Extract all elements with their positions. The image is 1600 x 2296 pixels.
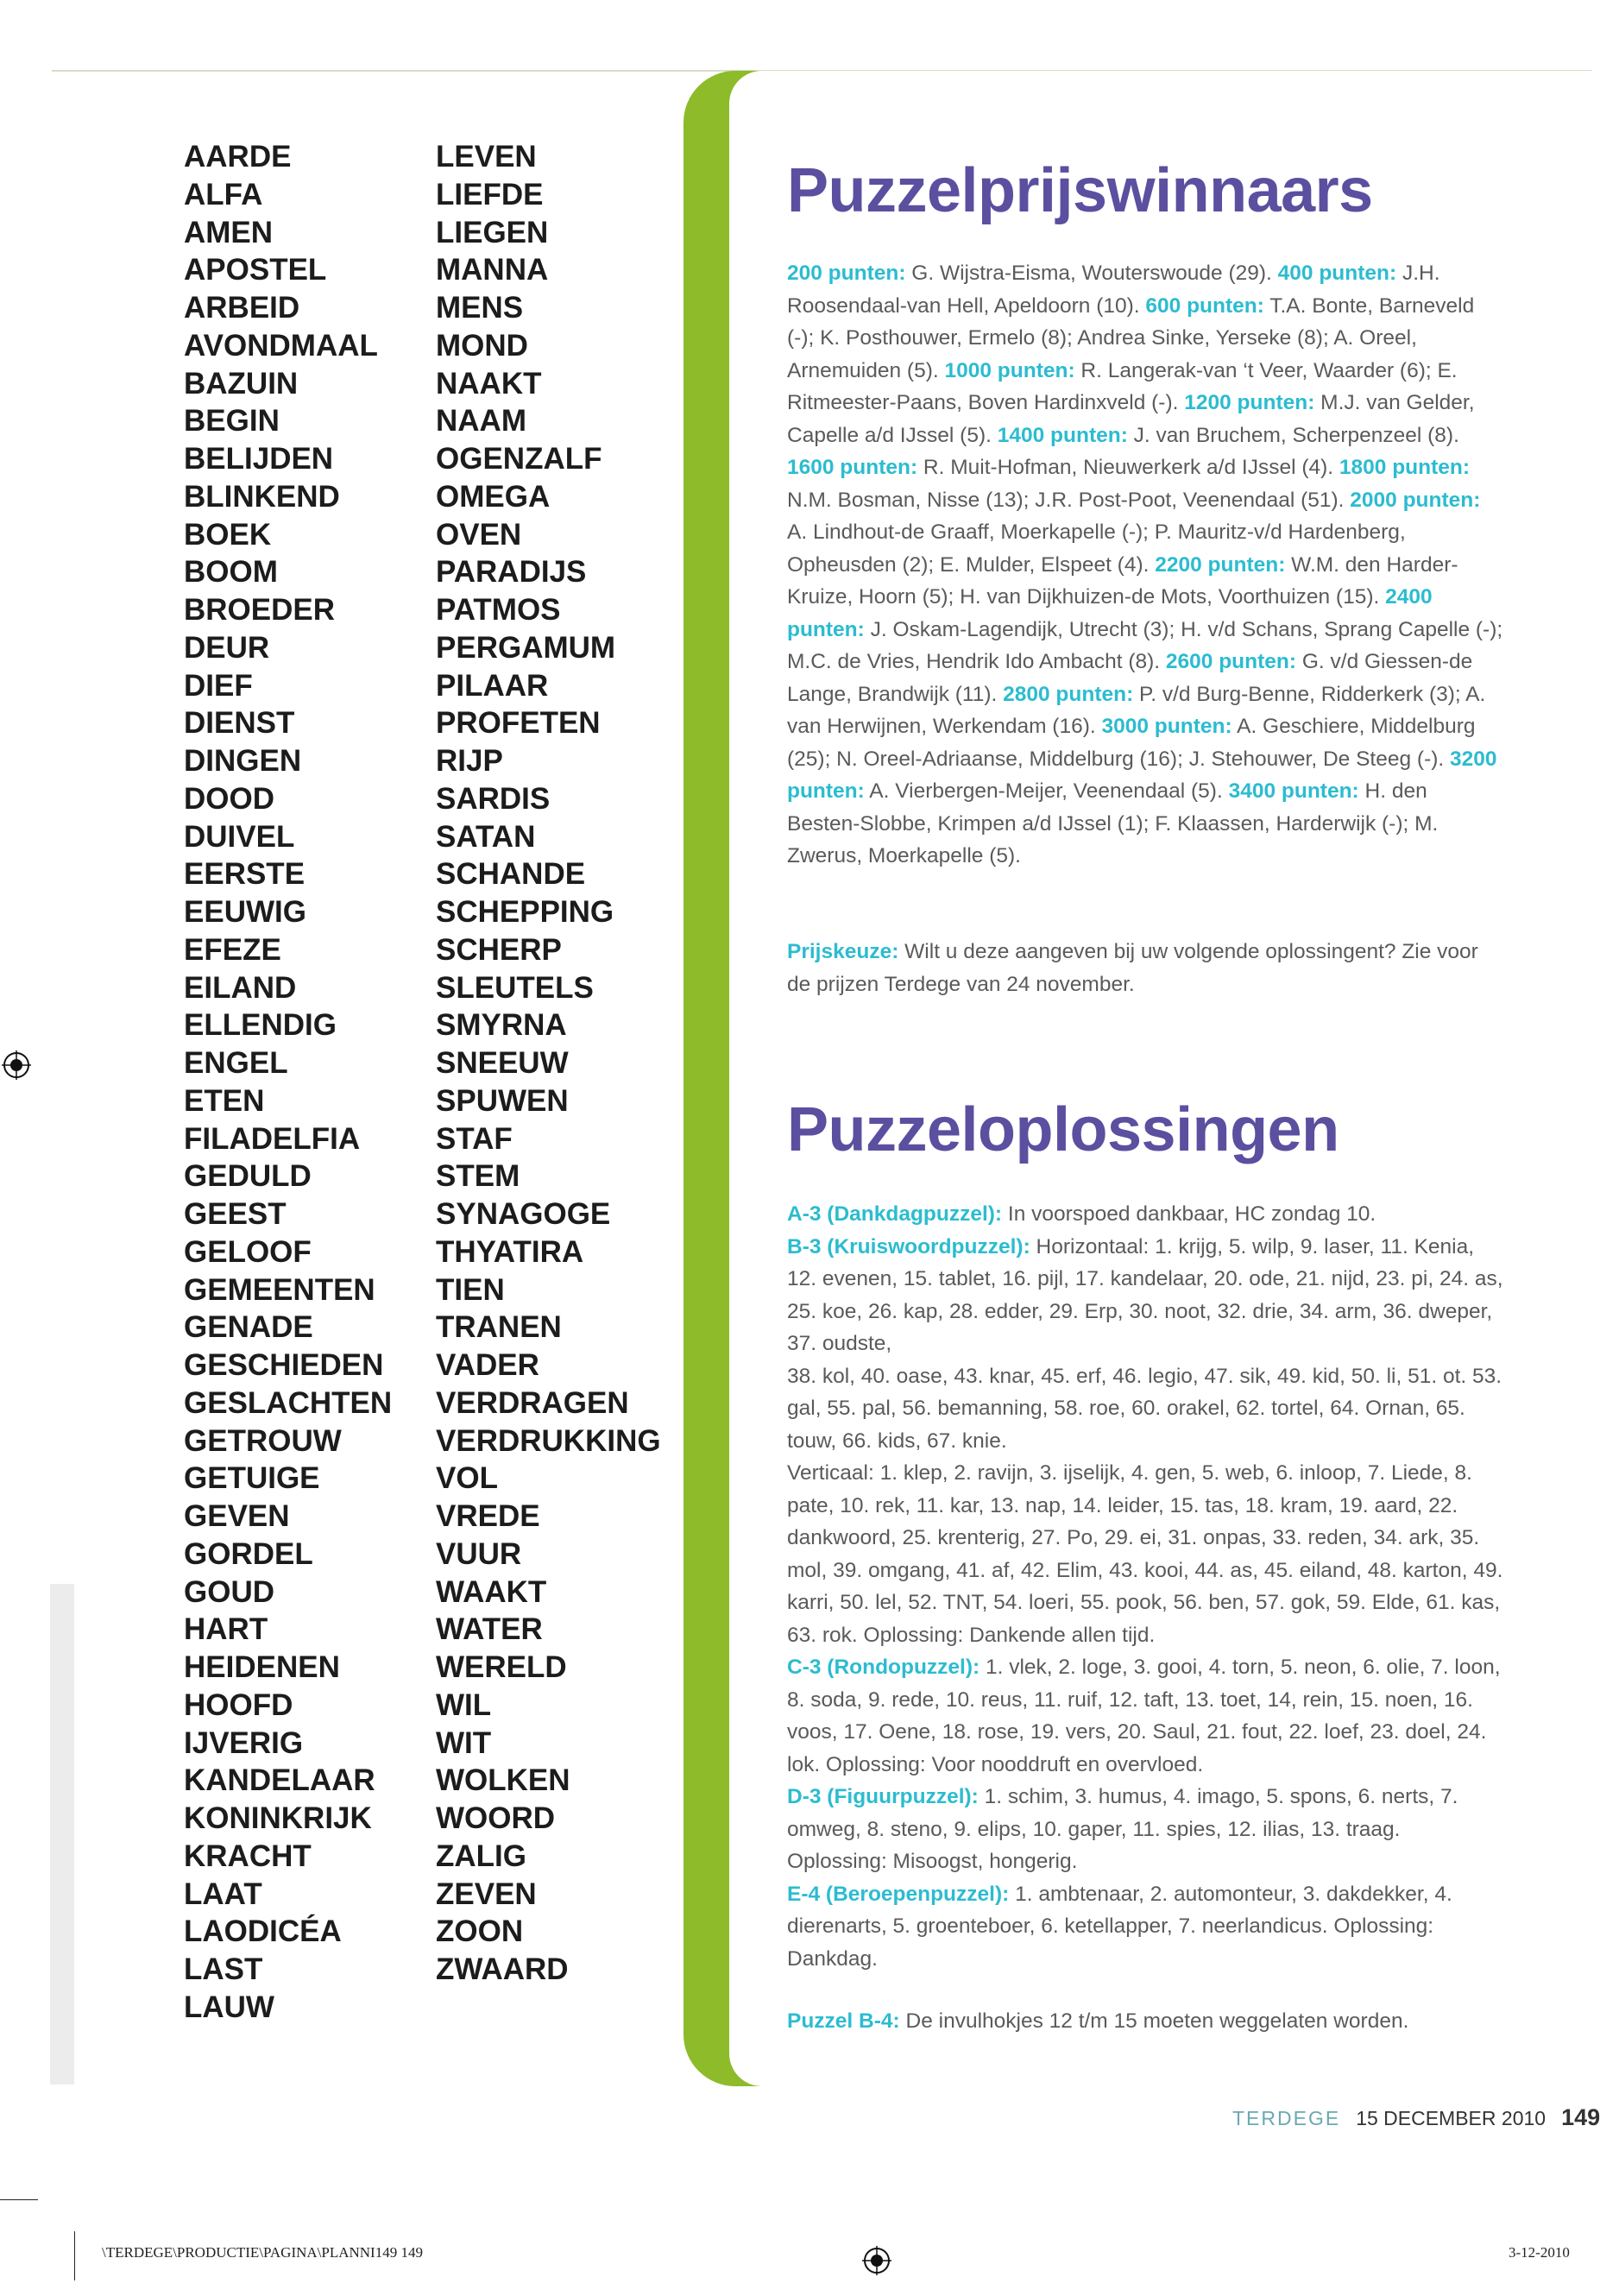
word-list-item: ZWAARD xyxy=(436,1952,569,1986)
word-list-item: OMEGA xyxy=(436,479,551,514)
word-list-item: SNEEUW xyxy=(436,1046,569,1080)
word-list-item: NAAKT xyxy=(436,366,542,401)
word-list-item: SCHERP xyxy=(436,932,562,967)
winners-points-label: 3200 punten: xyxy=(787,747,1497,803)
word-list-item: GESLACHTEN xyxy=(184,1385,393,1420)
word-list-item: THYATIRA xyxy=(436,1234,584,1269)
winners-names: W.M. den Harder-Kruize, Hoorn (5); H. van Dijkhuizen-de Mots, Voorthuizen (15). xyxy=(787,552,1458,609)
word-list-item: GETUIGE xyxy=(184,1461,320,1496)
word-list-item: ALFA xyxy=(184,177,263,211)
solution-b3-continued: 38. kol, 40. oase, 43. knar, 45. erf, 46. legio, 47. sik, 49. kid, 50. li, 51. ot. 53. gal, 55. pal, 56. bemanning, 58. roe, 60. orakel, 62. tortel, 64. Ornan, 65. touw, 66. kids, 67. knie. xyxy=(787,1364,1502,1453)
word-list-item: WATER xyxy=(436,1612,543,1647)
word-list-item: PILAAR xyxy=(436,668,549,703)
word-list-item: KANDELAAR xyxy=(184,1763,375,1798)
word-list-item: STAF xyxy=(436,1121,513,1156)
crop-mark-horizontal xyxy=(0,2199,38,2200)
word-list-item: GENADE xyxy=(184,1310,313,1345)
word-list-item: WIL xyxy=(436,1687,492,1722)
winners-points-label: 1200 punten: xyxy=(1184,391,1315,414)
puzzle-b4-label: Puzzel B-4: xyxy=(787,2009,900,2033)
word-list-item: LIEGEN xyxy=(436,215,549,249)
winners-points-label: 2600 punten: xyxy=(1165,650,1297,673)
winners-names: R. Langerak-van ‘t Veer, Waarder (6); E. Ritmeester-Paans, Boven Hardinxveld (-). xyxy=(787,358,1458,414)
word-list-item: NAAM xyxy=(436,404,526,438)
winners-names: T.A. Bonte, Barneveld (-); K. Posthouwer, Ermelo (8); Andrea Sinke, Yerseke (8); A. Oreel, Arnemuiden (5). xyxy=(787,293,1475,382)
solutions-text xyxy=(787,1198,1503,1975)
winners-names: N.M. Bosman, Nisse (13); J.R. Post-Poot, Veenendaal (51). xyxy=(787,488,1351,512)
winners-points-label: 2800 punten: xyxy=(1003,682,1134,706)
page-footer xyxy=(1232,2104,1600,2131)
word-list-item: ZALIG xyxy=(436,1839,526,1873)
solution-b3-horizontal: Horizontaal: 1. krijg, 5. wilp, 9. laser, 11. Kenia, 12. evenen, 15. tablet, 16. pijl, 17. kandelaar, 20. ode, 21. nijd, 23. pi, 24. as, 25. koe, 26. kap, 28. edder, 29. Erp, 30. noot, 32. drie, 34. arm, 36. dweper, 37. oudste, xyxy=(787,1234,1503,1355)
print-slug-path: \TERDEGE\PRODUCTIE\PAGINA\PLANNI149 149 xyxy=(102,2244,423,2261)
word-list-item: SMYRNA xyxy=(436,1008,567,1043)
winners-names: R. Muit-Hofman, Nieuwerkerk a/d IJssel (4). xyxy=(917,456,1339,479)
solution-b3-label: B-3 (Kruiswoordpuzzel): xyxy=(787,1234,1030,1258)
word-list-item: SPUWEN xyxy=(436,1083,569,1118)
word-list-item: EILAND xyxy=(184,970,297,1005)
word-list-item: PATMOS xyxy=(436,593,561,627)
winners-names: P. v/d Burg-Benne, Ridderkerk (3); A. van Herwijnen, Werkendam (16). xyxy=(787,682,1486,738)
word-list-item: KONINKRIJK xyxy=(184,1801,372,1835)
solution-e4-label: E-4 (Beroepenpuzzel): xyxy=(787,1882,1010,1906)
word-list-item: BOEK xyxy=(184,517,272,552)
word-list-item: GETROUW xyxy=(184,1423,342,1458)
word-list-item: LAUW xyxy=(184,1990,274,2024)
winners-names: A. Vierbergen-Meijer, Veenendaal (5). xyxy=(864,779,1229,803)
word-list-item: LAST xyxy=(184,1952,263,1986)
puzzle-b4-text: De invulhokjes 12 t/m 15 moeten weggelaten worden. xyxy=(899,2009,1409,2033)
solution-b3-vertical: Verticaal: 1. klep, 2. ravijn, 3. ijselijk, 4. gen, 5. web, 6. inloop, 7. Liede, 8. pate, 10. rek, 11. kar, 13. nap, 14. leider, 15. tas, 18. kram, 19. aard, 22. dankwoord, 25. krenterig, 27. Po, 29. ei, 31. onpas, 33. reden, 34. ark, 35. mol, 39. omgang, 41. af, 42. Elim, 43. kooi, 44. as, 45. eiland, 48. karton, 49. karri, 50. lel, 52. TNT, 54. loeri, 55. pook, 56. ben, 57. gok, 59. Elde, 61. kas, 63. rok. Oplossing: Dankende allen tijd. xyxy=(787,1461,1503,1647)
solution-e4-text: 1. ambtenaar, 2. automonteur, 3. dakdekker, 4. dierenarts, 5. groenteboer, 6. ketellapper, 7. neerlandicus. Oplossing: Dankdag. xyxy=(787,1882,1452,1971)
word-list-item: WOLKEN xyxy=(436,1763,570,1798)
word-list-item: ARBEID xyxy=(184,291,300,325)
word-list-item: GESCHIEDEN xyxy=(184,1348,384,1382)
winners-points-label: 1800 punten: xyxy=(1339,456,1471,479)
word-list-item: VADER xyxy=(436,1348,539,1382)
winners-names: M.J. van Gelder, Capelle a/d IJssel (5). xyxy=(787,391,1475,447)
word-list-item: LEVEN xyxy=(436,140,537,173)
winners-points-label: 600 punten: xyxy=(1145,293,1264,318)
solution-a3-label: A-3 (Dankdagpuzzel): xyxy=(787,1202,1003,1226)
winners-points-label: 200 punten: xyxy=(787,262,906,285)
crop-mark-vertical xyxy=(74,2231,75,2280)
winners-points-label: 400 punten: xyxy=(1277,262,1397,285)
prize-choice-text: Wilt u deze aangeven bij uw volgende oplossingent? Zie voor de prijzen Terdege van 24 november. xyxy=(787,940,1478,996)
word-list-item: PERGAMUM xyxy=(436,630,616,665)
word-list-item: BEGIN xyxy=(184,404,280,438)
word-list-item: ZOON xyxy=(436,1914,524,1949)
word-list-item: GOUD xyxy=(184,1574,274,1609)
winners-points-label: 1400 punten: xyxy=(997,423,1128,447)
word-list-item: ETEN xyxy=(184,1083,265,1118)
winners-names: A. Geschiere, Middelburg (25); N. Oreel-Adriaanse, Middelburg (16); J. Stehouwer, De Steeg (-). xyxy=(787,715,1476,771)
word-list-column-2 xyxy=(436,138,661,1989)
word-list-item: GEVEN xyxy=(184,1499,290,1533)
word-list-item: DUIVEL xyxy=(184,819,295,854)
word-list-item: ELLENDIG xyxy=(184,1008,337,1043)
registration-mark-icon xyxy=(2,1050,31,1080)
word-list-item: LAAT xyxy=(184,1877,262,1911)
word-list-item: MOND xyxy=(436,328,528,363)
solution-d3 xyxy=(787,1781,1503,1878)
word-list-item: SCHANDE xyxy=(436,857,586,892)
word-list-item: LAODICÉA xyxy=(184,1914,342,1949)
word-list-item: VUUR xyxy=(436,1536,522,1571)
word-list-item: WERELD xyxy=(436,1650,567,1684)
winners-points-label: 2200 punten: xyxy=(1155,552,1286,577)
word-list-item: OVEN xyxy=(436,517,522,552)
winners-heading: Puzzelprijswinnaars xyxy=(787,156,1373,225)
solution-a3 xyxy=(787,1198,1503,1231)
solution-a3-text: In voorspoed dankbaar, HC zondag 10. xyxy=(1002,1202,1376,1226)
word-list-item: VOL xyxy=(436,1461,498,1496)
word-list-item: IJVERIG xyxy=(184,1725,304,1760)
solution-b3 xyxy=(787,1231,1503,1360)
word-list-item: PROFETEN xyxy=(436,706,601,741)
winners-points-label: 1600 punten: xyxy=(787,456,918,479)
word-list-item: DOOD xyxy=(184,781,274,816)
magazine-name: TERDEGE xyxy=(1232,2107,1341,2129)
word-list-item: RIJP xyxy=(436,744,503,778)
word-list-item: BOOM xyxy=(184,555,278,590)
winners-points-label: 2000 punten: xyxy=(1350,488,1481,512)
prize-choice-label: Prijskeuze: xyxy=(787,940,899,963)
word-list-item: VERDRUKKING xyxy=(436,1423,661,1458)
page-number: 149 xyxy=(1561,2104,1600,2130)
word-list-item: SCHEPPING xyxy=(436,895,614,929)
puzzle-b4-note xyxy=(787,2005,1503,2038)
word-list-item: BLINKEND xyxy=(184,479,340,514)
word-list-item: APOSTEL xyxy=(184,253,327,287)
word-list-item: HEIDENEN xyxy=(184,1650,340,1684)
word-list-item: SARDIS xyxy=(436,781,551,816)
issue-date: 15 DECEMBER 2010 xyxy=(1356,2107,1546,2129)
winners-names: G. v/d Giessen-de Lange, Brandwijk (11). xyxy=(787,650,1473,706)
word-list-item: OGENZALF xyxy=(436,442,602,476)
word-list-item: VREDE xyxy=(436,1499,540,1533)
winners-points-label: 3000 punten: xyxy=(1101,715,1232,738)
word-list-item: EFEZE xyxy=(184,932,281,967)
winners-names: J. Oskam-Lagendijk, Utrecht (3); H. v/d Schans, Sprang Capelle (-); M.C. de Vries, Hendrik Ido Ambacht (8). xyxy=(787,617,1503,673)
word-list-item: DIEF xyxy=(184,668,253,703)
winners-points-label: 2400 punten: xyxy=(787,585,1433,641)
word-list-item: MANNA xyxy=(436,253,549,287)
solution-d3-text: 1. schim, 3. humus, 4. imago, 5. spons, 6. nerts, 7. omweg, 8. steno, 9. elips, 10. gaper, 11. spies, 12. ilias, 13. traag. Oplossing: Misoogst, hongerig. xyxy=(787,1785,1458,1873)
word-list-item: WOORD xyxy=(436,1801,556,1835)
word-list-item: GEDULD xyxy=(184,1159,312,1194)
winners-names: H. den Besten-Slobbe, Krimpen a/d IJssel (1); F. Klaassen, Harderwijk (-); M. Zwerus, Moerkapelle (5). xyxy=(787,779,1439,867)
word-list-item: SLEUTELS xyxy=(436,970,594,1005)
word-list-item: AMEN xyxy=(184,215,274,249)
solution-c3-label: C-3 (Rondopuzzel): xyxy=(787,1656,980,1679)
word-list-item: WAAKT xyxy=(436,1574,547,1609)
word-list-item: TRANEN xyxy=(436,1310,562,1345)
word-list-item: GEMEENTEN xyxy=(184,1272,375,1307)
word-list-item: STEM xyxy=(436,1159,520,1194)
winners-names: A. Lindhout-de Graaff, Moerkapelle (-); P. Mauritz-v/d Hardenberg, Opheusden (2); E. Mulder, Elspeet (4). xyxy=(787,520,1406,577)
prize-choice xyxy=(787,936,1503,1000)
registration-mark-icon xyxy=(862,2246,891,2275)
word-list-item: BROEDER xyxy=(184,593,336,627)
solution-c3-text: 1. vlek, 2. loge, 3. gooi, 4. torn, 5. neon, 6. olie, 7. loon, 8. soda, 9. rede, 10. reus, 11. ruif, 12. taft, 13. toet, 14, rein, 15. noen, 16. voos, 17. Oene, 18. rose, 19. vers, 20. Saul, 21. fout, 22. loef, 23. doel, 24. lok. Oplossing: Voor nooddruft en overvloed. xyxy=(787,1656,1501,1776)
word-list-item: ENGEL xyxy=(184,1046,288,1080)
winners-points-label: 3400 punten: xyxy=(1228,779,1359,803)
winners-names: J.H. Roosendaal-van Hell, Apeldoorn (10). xyxy=(787,262,1440,318)
word-list-item: ZEVEN xyxy=(436,1877,537,1911)
winners-points-label: 1000 punten: xyxy=(944,358,1075,382)
winners-names: G. Wijstra-Eisma, Wouterswoude (29). xyxy=(905,262,1278,285)
word-list-item: AVONDMAAL xyxy=(184,328,378,363)
print-slug-date: 3-12-2010 xyxy=(1509,2244,1570,2261)
solution-d3-label: D-3 (Figuurpuzzel): xyxy=(787,1785,979,1808)
word-list-item: LIEFDE xyxy=(436,177,544,211)
word-list-item: DIENST xyxy=(184,706,295,741)
word-list-item: AARDE xyxy=(184,140,292,173)
word-list-item: GORDEL xyxy=(184,1536,313,1571)
word-list-item: DEUR xyxy=(184,630,270,665)
word-list-item: GELOOF xyxy=(184,1234,312,1269)
gray-side-bar xyxy=(50,1584,74,2085)
word-list-column-1 xyxy=(184,138,392,2027)
word-list-item: GEEST xyxy=(184,1197,287,1231)
word-list-item: HOOFD xyxy=(184,1687,293,1722)
word-list-item: MENS xyxy=(436,291,524,325)
winners-names: J. van Bruchem, Scherpenzeel (8). xyxy=(1127,423,1459,447)
word-list-item: DINGEN xyxy=(184,744,302,778)
word-list-item: KRACHT xyxy=(184,1839,312,1873)
word-list-item: HART xyxy=(184,1612,268,1647)
solution-e4 xyxy=(787,1878,1503,1976)
solutions-heading: Puzzeloplossingen xyxy=(787,1095,1339,1164)
word-list-item: SATAN xyxy=(436,819,536,854)
word-list-item: TIEN xyxy=(436,1272,505,1307)
word-list-item: VERDRAGEN xyxy=(436,1385,629,1420)
word-list-item: WIT xyxy=(436,1725,492,1760)
word-list-item: EEUWIG xyxy=(184,895,306,929)
winners-text xyxy=(787,257,1503,873)
solution-c3 xyxy=(787,1651,1503,1781)
word-list-item: BELIJDEN xyxy=(184,442,334,476)
word-list-item: SYNAGOGE xyxy=(436,1197,611,1231)
word-list-item: PARADIJS xyxy=(436,555,587,590)
word-list-item: BAZUIN xyxy=(184,366,299,401)
word-list-item: EERSTE xyxy=(184,857,306,892)
word-list-item: FILADELFIA xyxy=(184,1121,361,1156)
